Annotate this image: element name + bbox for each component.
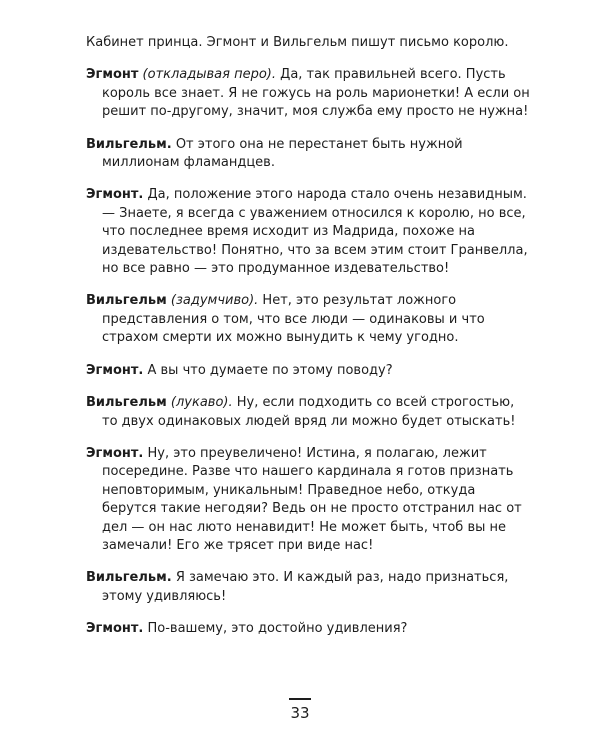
dialogue-line	[86, 136, 530, 173]
stage-remark: (задумчиво).	[170, 293, 259, 309]
stage-remark: (лукаво).	[170, 395, 233, 411]
dialogue-line	[86, 66, 530, 121]
speech-text: Нет, это результат ложного представления о том, что все люди — одинаковы и что страхом смерти их можно вынудить к чему угодно.	[102, 293, 485, 346]
speaker-name: Эгмонт	[86, 67, 139, 83]
page-number-rule	[289, 698, 311, 700]
page-footer	[0, 698, 600, 724]
stage-direction: Кабинет принца. Эгмонт и Вильгельм пишут письмо королю.	[86, 35, 509, 50]
page-number: 33	[290, 704, 310, 722]
dialogue-line	[86, 362, 530, 380]
speech-text: Да, так правильней всего. Пусть король все знает. Я не гожусь на роль марионетки! А если он решит по-другому, значит, моя служба ему просто не нужна!	[102, 67, 530, 120]
speech-text: Да, положение этого народа стало очень незавидным. — Знаете, я всегда с уважением относился к королю, но все, что последнее время исходит из Мадрида, похоже на издевательство! Понятно, что за всем этим стоит Гранвелла, но все равно — это продуманное издевательство!	[102, 187, 528, 277]
dialogue-line	[86, 620, 530, 638]
speaker-name: Эгмонт.	[86, 362, 144, 378]
dialogue-line	[86, 292, 530, 347]
dialogue-line	[86, 569, 530, 606]
speaker-name: Вильгельм	[86, 293, 167, 309]
speaker-name: Эгмонт.	[86, 621, 144, 637]
stage-remark: (откладывая перо).	[142, 67, 277, 83]
speaker-name: Вильгельм.	[86, 570, 172, 586]
play-text	[86, 34, 530, 639]
speech-text: А вы что думаете по этому поводу?	[147, 362, 393, 378]
speech-text: По-вашему, это достойно удивления?	[147, 621, 408, 637]
speech-text: Ну, это преувеличено! Истина, я полагаю, лежит посередине. Разве что нашего кардинала я готов признать неповторимым, уникальным! Праведное небо, откуда берутся такие негодяи? Ведь он не просто отстранил нас от дел — он нас люто ненавидит! Не может быть, чтоб вы не замечали! Его же трясет при виде нас!	[102, 445, 522, 553]
dialogue-line	[86, 445, 530, 555]
dialogue-line	[86, 394, 530, 431]
speaker-name: Эгмонт.	[86, 445, 144, 461]
speech-text: Я замечаю это. И каждый раз, надо признаться, этому удивляюсь!	[102, 570, 509, 604]
speaker-name: Вильгельм.	[86, 136, 172, 152]
speech-text: От этого она не перестанет быть нужной миллионам фламандцев.	[102, 136, 463, 171]
speaker-name: Эгмонт.	[86, 187, 144, 203]
speech-text: Ну, если подходить со всей строгостью, то двух одинаковых людей вряд ли можно будет отыскать!	[102, 395, 516, 429]
speaker-name: Вильгельм	[86, 395, 167, 411]
dialogue-line	[86, 186, 530, 278]
